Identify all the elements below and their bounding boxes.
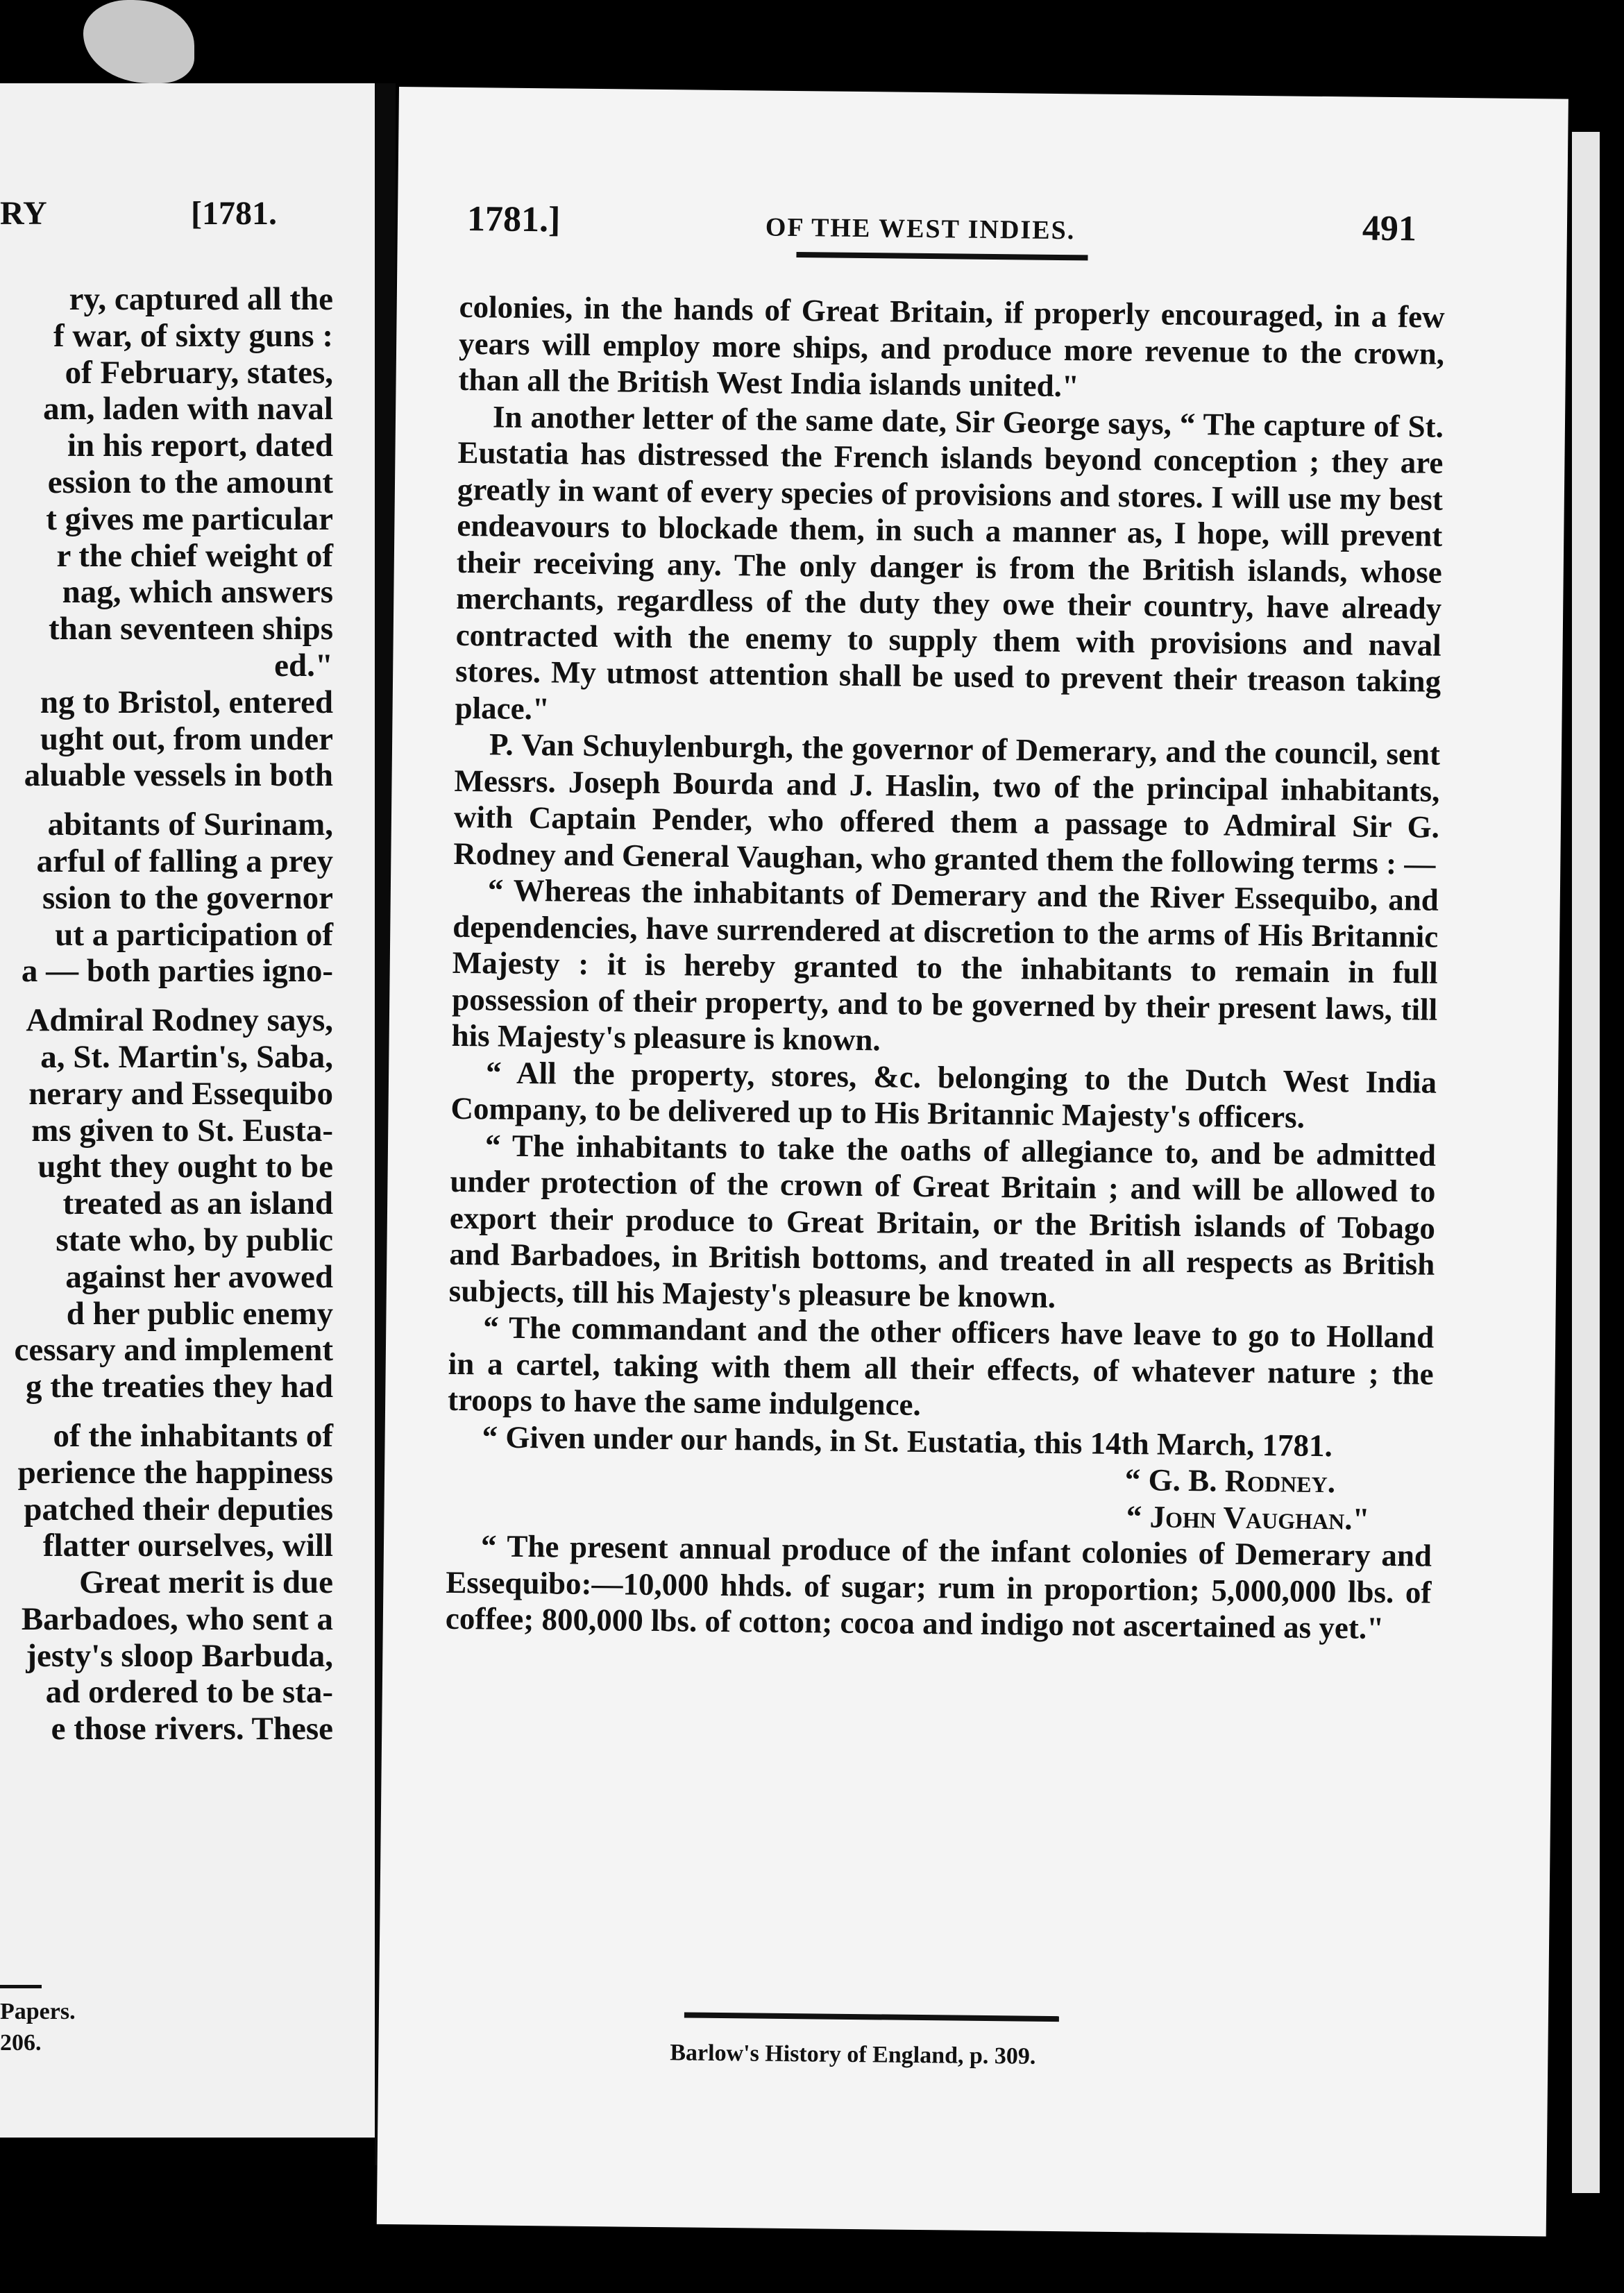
- closing-paragraph: “ The present annual produce of the infant colonies of Demerary and Essequibo:—10,000 hhds. of sugar; rum in proportion; 5,000,000 lbs. of coffee; 800,000 lbs. of cotton; cocoa and indigo not ascertained as yet.": [445, 1528, 1432, 1645]
- left-text-line: abitants of Surinam,: [47, 806, 333, 843]
- signature-rodney: “ G. B. Rodney.: [1124, 1462, 1336, 1500]
- footnote-rule: [684, 2012, 1059, 2022]
- left-text-line: of February, states,: [65, 354, 333, 391]
- left-text-line: than seventeen ships: [48, 611, 333, 648]
- left-text-line: cessary and implement: [14, 1332, 333, 1369]
- page-number: 491: [1362, 208, 1417, 249]
- left-page: [0, 83, 375, 2138]
- left-footnote-rule: [0, 1985, 42, 1988]
- right-page-year: 1781.]: [466, 199, 561, 240]
- left-text-line: ession to the amount: [47, 464, 333, 500]
- left-text-line: e those rivers. These: [51, 1711, 333, 1748]
- running-title: OF THE WEST INDIES.: [765, 212, 1076, 246]
- left-footnote-1: Papers.: [0, 1999, 76, 2024]
- line-gap: [0, 990, 333, 1002]
- left-text-line: ut a participation of: [55, 916, 333, 953]
- body-text: [446, 289, 1445, 1647]
- left-text-line: perience the happiness: [17, 1454, 333, 1491]
- left-text-line: of the inhabitants of: [53, 1417, 333, 1454]
- paragraph: colonies, in the hands of Great Britain, if properly encouraged, in a few years will employ more ships, and produce more revenue to the crown, than all the British West India islands united.": [458, 289, 1445, 404]
- page-corner-smudge: [83, 0, 194, 83]
- line-gap: [0, 1405, 333, 1418]
- left-text-line: patched their deputies: [24, 1491, 333, 1528]
- left-text-line: am, laden with naval: [43, 391, 333, 428]
- left-text-line: d her public enemy: [66, 1295, 333, 1332]
- left-text-line: jesty's sloop Barbuda,: [26, 1637, 333, 1674]
- left-text-line: Barbadoes, who sent a: [21, 1600, 333, 1637]
- left-text-line: state who, by public: [56, 1221, 333, 1258]
- signature-vaughan: “ John Vaughan.": [1126, 1498, 1370, 1537]
- left-text-line: ms given to St. Eusta-: [31, 1112, 333, 1149]
- left-text-line: ad ordered to be sta-: [45, 1674, 333, 1711]
- page-edge: [1572, 132, 1600, 2193]
- left-page-text: [0, 281, 333, 1748]
- paragraph: “ Given under our hands, in St. Eustatia, this 14th March, 1781.: [482, 1419, 1333, 1463]
- footnote: Barlow's History of England, p. 309.: [670, 2040, 1036, 2070]
- paragraph: P. Van Schuylenburgh, the governor of Demerary, and the council, sent Messrs. Joseph Bourda and J. Haslin, two of the principal inhabitants, with Captain Pender, who offered them a passage to Admiral Sir G. Rodney and General Vaughan, who granted them the following terms : —: [453, 727, 1441, 881]
- left-text-line: aluable vessels in both: [24, 757, 333, 794]
- left-text-line: ssion to the governor: [42, 879, 333, 916]
- left-running-head: RY: [0, 195, 47, 232]
- line-gap: [0, 794, 333, 806]
- paragraph: “ All the property, stores, &c. belonging to the Dutch West India Company, to be delivered up to His Britannic Majesty's officers.: [450, 1054, 1437, 1135]
- paragraph: “ Whereas the inhabitants of Demerary and the River Essequibo, and dependencies, have surrendered at discretion to the arms of His Britannic Majesty : it is hereby granted to the inhabitants to remain in full possession of their property, and to be governed by their present laws, till his Majesty's pleasure is known.: [451, 872, 1439, 1058]
- right-page: [377, 87, 1568, 2236]
- left-text-line: ng to Bristol, entered: [40, 684, 333, 720]
- left-text-line: r the chief weight of: [56, 537, 333, 574]
- left-text-line: ught out, from under: [40, 720, 333, 757]
- paragraph: In another letter of the same date, Sir George says, “ The capture of St. Eustatia has distressed the French islands beyond conception ; they are greatly in want of every species of provisions and stores. I will use my best endeavours to blockade them, in such a manner as, I hope, will prevent their receiving any. The only danger is from the British islands, whose merchants, regardless of the duty they owe their country, have already contracted with the enemy to supply them with provisions and naval stores. My utmost attention shall be used to prevent their treason taking place.": [455, 398, 1444, 726]
- left-text-line: ught they ought to be: [37, 1149, 333, 1185]
- left-text-line: f war, of sixty guns :: [53, 317, 333, 354]
- left-text-line: g the treaties they had: [26, 1369, 333, 1405]
- left-text-line: arful of falling a prey: [36, 843, 333, 879]
- left-text-line: a — both parties igno-: [21, 953, 333, 990]
- paragraph: “ The commandant and the other officers have leave to go to Holland in a cartel, taking with them all their effects, of whatever nature ; the troops to have the same indulgence.: [447, 1310, 1435, 1422]
- left-text-line: nag, which answers: [62, 574, 333, 611]
- left-text-line: flatter ourselves, will: [42, 1528, 333, 1564]
- left-text-line: Admiral Rodney says,: [26, 1002, 333, 1039]
- left-page-year: [1781.: [191, 195, 277, 232]
- left-text-line: against her avowed: [65, 1258, 333, 1295]
- left-text-line: Great merit is due: [79, 1564, 333, 1601]
- left-text-line: in his report, dated: [67, 428, 333, 464]
- title-rule: [796, 252, 1088, 260]
- left-text-line: ed.": [274, 647, 333, 684]
- left-text-line: t gives me particular: [46, 500, 333, 537]
- left-text-line: nerary and Essequibo: [28, 1075, 333, 1112]
- left-text-line: treated as an island: [62, 1185, 333, 1222]
- left-footnote-2: 206.: [0, 2030, 42, 2056]
- left-text-line: a, St. Martin's, Saba,: [40, 1038, 333, 1075]
- paragraph: “ The inhabitants to take the oaths of allegiance to, and be admitted under protection of the crown of Great Britain ; and will be allowed to export their produce to Great Britain, or the British islands of Tobago and Barbadoes, in British bottoms, and treated in all respects as British subjects, till his Majesty's pleasure be known.: [448, 1127, 1437, 1314]
- left-text-line: ry, captured all the: [69, 281, 333, 317]
